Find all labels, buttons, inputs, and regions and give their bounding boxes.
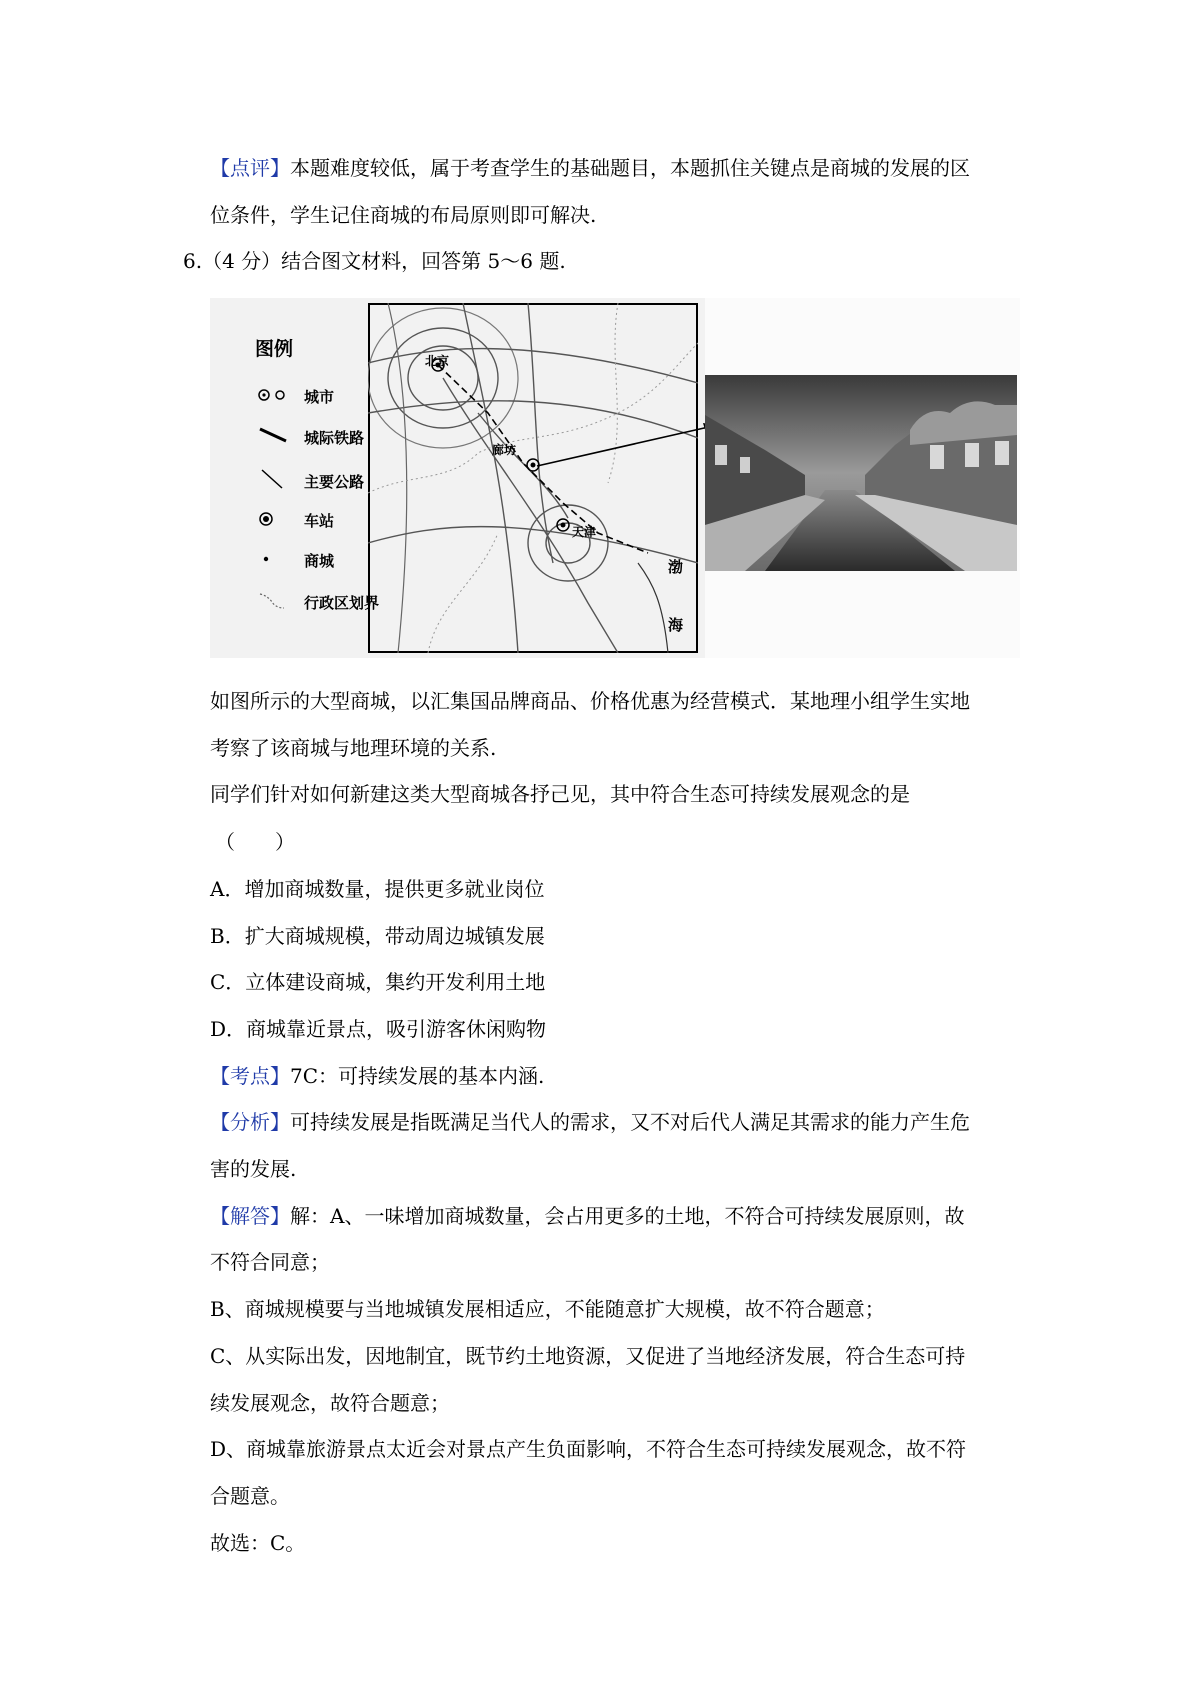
- answer-parentheses: （ ）: [215, 830, 295, 854]
- city-symbol-icon: [258, 388, 298, 406]
- sea-label-bo: 渤: [668, 558, 684, 576]
- question-figure: [210, 298, 1020, 658]
- railway-symbol-icon: [258, 426, 298, 448]
- review-text-1: 本题难度较低，属于考查学生的基础题目，本题抓住关键点是商城的发展的区: [290, 156, 970, 180]
- mall-symbol-icon: [258, 552, 298, 570]
- jieda-line-3: B、商城规模要与当地城镇发展相适应，不能随意扩大规模，故不符合题意；: [210, 1297, 885, 1321]
- legend-label-highway: 主要公路: [304, 472, 365, 491]
- legend-title: 图例: [255, 338, 294, 360]
- kaodian-tag: 【考点】: [210, 1064, 290, 1088]
- station-symbol-icon: [258, 511, 298, 531]
- legend-mall: [258, 550, 334, 571]
- jieda-text-1: 解：A、一味增加商城数量，会占用更多的土地，不符合可持续发展原则，故: [290, 1204, 965, 1228]
- option-d: D．商城靠近景点，吸引游客休闲购物: [210, 1017, 547, 1041]
- fenxi-line-2: 害的发展.: [210, 1157, 297, 1181]
- pointer-arrow-icon: [535, 418, 720, 478]
- fenxi-text-1: 可持续发展是指既满足当代人的需求，又不对后代人满足其需求的能力产生危: [290, 1110, 970, 1134]
- fenxi-line-1: [210, 1108, 970, 1136]
- intro-line-2: 考察了该商城与地理环境的关系.: [210, 736, 497, 760]
- review-line-2: 位条件，学生记住商城的布局原则即可解决.: [210, 203, 597, 227]
- fenxi-tag: 【分析】: [210, 1110, 290, 1134]
- jieda-line-2: 不符合同意；: [210, 1250, 330, 1274]
- kaodian-text: 7C：可持续发展的基本内涵.: [290, 1064, 545, 1088]
- legend-station: [258, 510, 334, 531]
- option-c: C．立体建设商城，集约开发利用土地: [210, 970, 546, 994]
- question-header: 6.（4 分）结合图文材料，回答第 5～6 题.: [183, 249, 566, 273]
- legend-label-mall: 商城: [304, 552, 335, 570]
- photo-panel: [705, 298, 1020, 658]
- review-tag: 【点评】: [210, 156, 290, 180]
- map-panel: [210, 298, 705, 658]
- kaodian-line: [210, 1062, 544, 1090]
- legend-label-city: 城市: [304, 388, 335, 406]
- map-drawing: [368, 303, 698, 653]
- mall-canal-photo: [705, 375, 1017, 571]
- legend-label-railway: 城际铁路: [304, 428, 365, 447]
- legend-label-station: 车站: [304, 512, 335, 530]
- question-stem: 同学们针对如何新建这类大型商城各抒己见，其中符合生态可持续发展观念的是: [210, 782, 910, 806]
- legend-city: [258, 386, 334, 407]
- city-label-tianjin: 天津: [572, 525, 597, 539]
- legend-label-boundary: 行政区划界: [304, 593, 380, 612]
- jieda-line-7: 合题意。: [210, 1484, 290, 1508]
- city-label-beijing: 北京: [425, 354, 450, 368]
- legend-highway: [258, 468, 364, 494]
- jieda-line-6: D、商城靠旅游景点太近会对景点产生负面影响，不符合生态可持续发展观念，故不符: [210, 1437, 967, 1461]
- jieda-tag: 【解答】: [210, 1204, 290, 1228]
- intro-line-1: 如图所示的大型商城，以汇集国品牌商品、价格优惠为经营模式．某地理小组学生实地: [210, 689, 970, 713]
- jieda-line-1: [210, 1202, 964, 1230]
- highway-symbol-icon: [258, 468, 298, 494]
- boundary-symbol-icon: [258, 590, 298, 614]
- jieda-line-4: C、从实际出发，因地制宜，既节约土地资源，又促进了当地经济发展，符合生态可持: [210, 1344, 966, 1368]
- city-label-langfang: 廊坊: [492, 443, 517, 457]
- final-answer: 故选：C。: [210, 1531, 306, 1555]
- review-line-1: [210, 154, 970, 182]
- legend-railway: [258, 426, 364, 448]
- jieda-line-5: 续发展观念，故符合题意；: [210, 1391, 450, 1415]
- option-b: B．扩大商城规模，带动周边城镇发展: [210, 924, 545, 948]
- option-a: A．增加商城数量，提供更多就业岗位: [210, 877, 545, 901]
- legend-boundary: [258, 590, 379, 614]
- sea-label-hai: 海: [668, 616, 684, 634]
